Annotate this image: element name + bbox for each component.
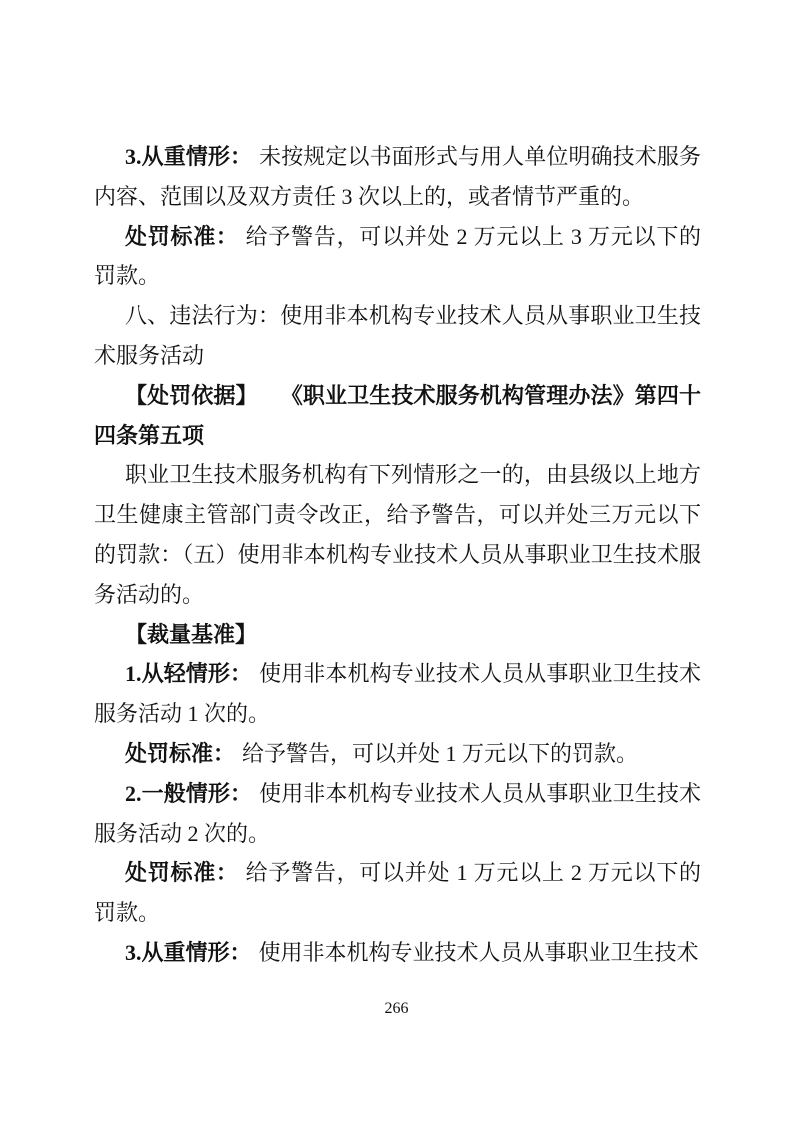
para-general-case	[94, 774, 701, 854]
para-penalty-standard-lenient	[94, 734, 701, 774]
para-text: 《职业卫生技术服务机构管理办法》第四十四条第五项	[94, 382, 701, 448]
page-number: 266	[384, 1000, 409, 1017]
document-body	[94, 137, 701, 973]
para-penalty-standard-general	[94, 853, 701, 933]
para-label: 处罚标准：	[125, 223, 239, 249]
para-text: 未按规定以书面形式与用人单位明确技术服务内容、范围以及双方责任 3 次以上的，或者情节严重的。	[94, 144, 701, 209]
para-penalty-basis-heading	[94, 376, 701, 456]
para-text: 给予警告，可以并处 2 万元以上 3 万元以下的罚款。	[94, 223, 701, 289]
para-aggravated-case-prev	[94, 137, 701, 217]
para-text: 使用非本机构专业技术人员从事职业卫生技术服务活动 1 次的。	[94, 661, 701, 727]
para-text: 使用非本机构专业技术人员从事职业卫生技术	[258, 939, 699, 965]
para-lenient-case	[94, 654, 701, 734]
para-penalty-standard-prev	[94, 217, 701, 297]
para-label: 【处罚依据】	[125, 382, 258, 408]
para-discretion-heading	[94, 615, 701, 655]
para-text: 使用非本机构专业技术人员从事职业卫生技术服务活动 2 次的。	[94, 780, 701, 846]
para-aggravated-case	[94, 933, 701, 973]
para-label: 3.从重情形：	[125, 144, 253, 169]
para-text: 给予警告，可以并处 1 万元以下的罚款。	[242, 740, 639, 766]
para-label: 【裁量基准】	[125, 621, 258, 647]
para-label: 3.从重情形：	[125, 939, 252, 965]
para-text: 给予警告，可以并处 1 万元以上 2 万元以下的罚款。	[94, 860, 701, 926]
para-regulation-quote	[94, 455, 701, 614]
para-label: 处罚标准：	[125, 860, 239, 886]
para-text: 八、违法行为：使用非本机构专业技术人员从事职业卫生技术服务活动	[94, 303, 701, 368]
para-label: 1.从轻情形：	[125, 661, 253, 687]
para-label: 2.一般情形：	[125, 780, 253, 806]
para-violation-item-8	[94, 296, 701, 376]
para-text: 职业卫生技术服务机构有下列情形之一的，由县级以上地方卫生健康主管部门责令改正，给予警告，可以并处三万元以下的罚款：（五）使用非本机构专业技术人员从事职业卫生技术服务活动的。	[94, 462, 701, 607]
para-label: 处罚标准：	[125, 740, 236, 766]
